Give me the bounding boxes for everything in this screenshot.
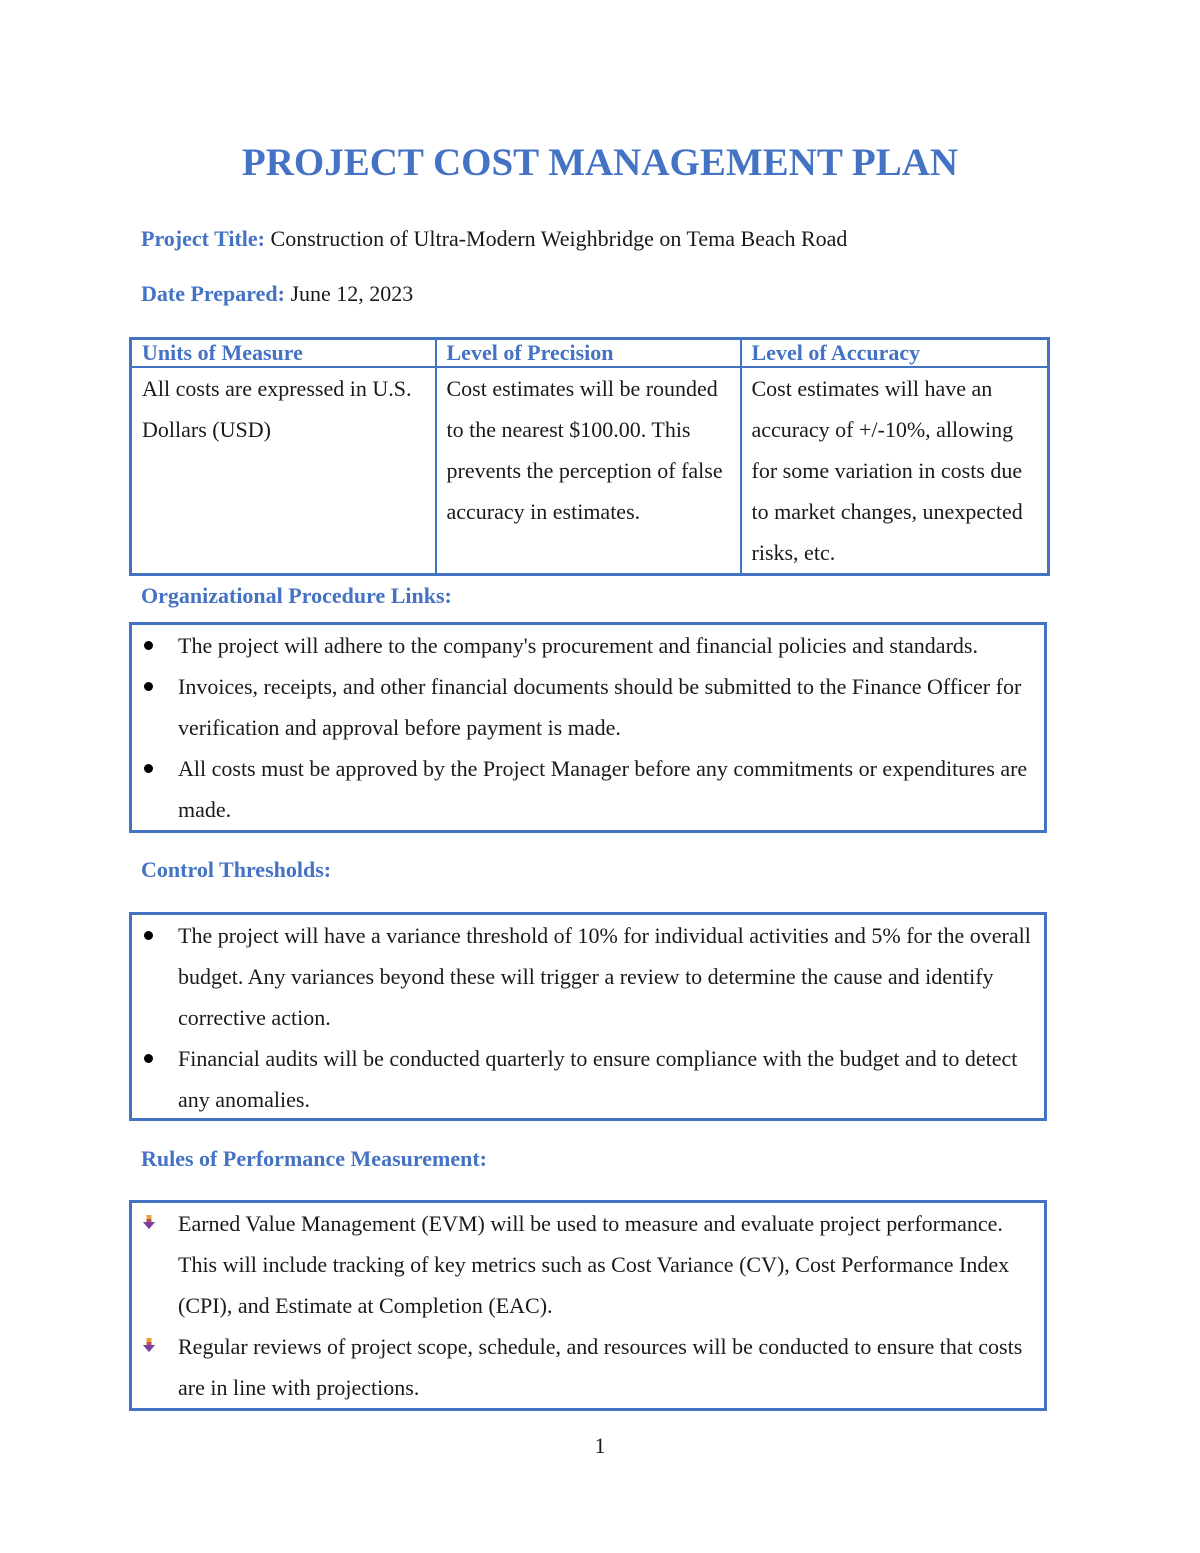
project-title-value: Construction of Ultra-Modern Weighbridge on Tema Beach Road (270, 226, 848, 251)
performance-rules-box (129, 1200, 1047, 1411)
org-procedures-heading: Organizational Procedure Links: (141, 583, 452, 608)
list-item: Invoices, receipts, and other financial documents should be submitted to the Finance Officer for verification and approval before payment is made. (132, 666, 1044, 748)
measures-header-row (131, 339, 1049, 368)
measures-body-row (131, 367, 1049, 575)
arrow-bullet-icon (142, 1337, 156, 1353)
measures-table (129, 337, 1050, 576)
date-prepared-field (141, 281, 413, 307)
bullet-icon (144, 682, 153, 691)
cell-units-of-measure: All costs are expressed in U.S. Dollars (USD) (131, 367, 436, 575)
org-procedures-box (129, 622, 1047, 833)
performance-rules-heading: Rules of Performance Measurement: (141, 1146, 487, 1171)
bullet-icon (144, 931, 153, 940)
list-item: The project will have a variance threshold of 10% for individual activities and 5% for the overall budget. Any variances beyond these will trigger a review to determine the cause and identify corrective action. (132, 915, 1044, 1038)
header-level-of-precision: Level of Precision (436, 339, 741, 368)
bullet-icon (144, 1054, 153, 1063)
date-prepared-label: Date Prepared: (141, 281, 285, 306)
cell-level-of-precision: Cost estimates will be rounded to the nearest $100.00. This prevents the perception of false accuracy in estimates. (436, 367, 741, 575)
document-title: PROJECT COST MANAGEMENT PLAN (241, 141, 959, 184)
page-number: 1 (594, 1433, 606, 1458)
bullet-icon (144, 641, 153, 650)
header-units-of-measure: Units of Measure (131, 339, 436, 368)
arrow-bullet-icon (142, 1214, 156, 1230)
header-level-of-accuracy: Level of Accuracy (741, 339, 1049, 368)
control-thresholds-heading: Control Thresholds: (141, 857, 332, 882)
list-item: Earned Value Management (EVM) will be used to measure and evaluate project performance. This will include tracking of key metrics such as Cost Variance (CV), Cost Performance Index (CPI), and Estimate at Completion (EAC). (132, 1203, 1044, 1326)
project-title-field (141, 226, 847, 252)
list-item: All costs must be approved by the Project Manager before any commitments or expenditures are made. (132, 748, 1044, 830)
date-prepared-value: June 12, 2023 (290, 281, 414, 306)
list-item: Financial audits will be conducted quarterly to ensure compliance with the budget and to detect any anomalies. (132, 1038, 1044, 1120)
project-title-label: Project Title: (141, 226, 266, 251)
list-item: Regular reviews of project scope, schedule, and resources will be conducted to ensure that costs are in line with projections. (132, 1326, 1044, 1408)
cell-level-of-accuracy: Cost estimates will have an accuracy of +/-10%, allowing for some variation in costs due to market changes, unexpected risks, etc. (741, 367, 1049, 575)
bullet-icon (144, 764, 153, 773)
list-item: The project will adhere to the company's procurement and financial policies and standards. (132, 625, 1044, 666)
control-thresholds-box (129, 912, 1047, 1121)
